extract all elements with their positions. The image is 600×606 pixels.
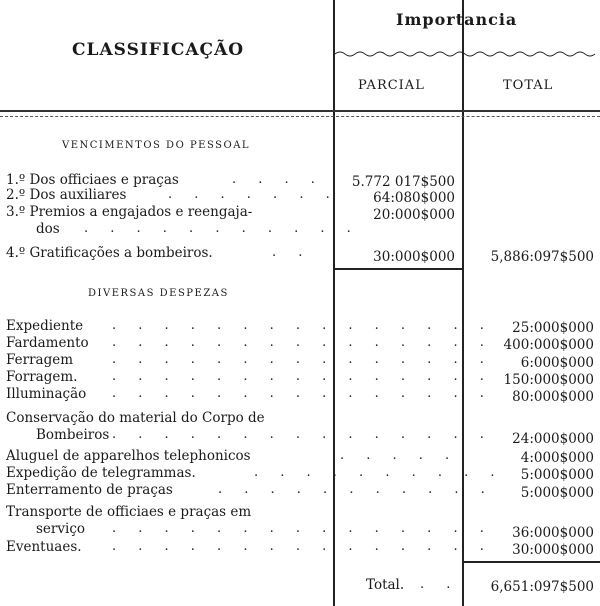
header-partial: PARCIAL	[358, 78, 425, 93]
leader-dots: . . . . . . .	[168, 187, 339, 202]
item-label: 1.º Dos officiaes e praças	[6, 172, 179, 188]
item-total: 5:000$000	[520, 467, 594, 483]
subtotal-rule	[333, 268, 462, 270]
section-title-despezas: DIVERSAS DESPEZAS	[88, 288, 229, 299]
leader-dots: . . . . . . . . . .	[254, 465, 504, 480]
item-total: 80:000$000	[512, 389, 594, 405]
item-label-continued: Bombeiros	[36, 427, 110, 443]
column-rule-left	[333, 0, 335, 606]
leader-dots: . . . . . . . . . . . . . . .	[112, 427, 493, 442]
leader-dots: . . . . . . . . . . . . . . .	[112, 521, 493, 536]
item-label: Conservação do material do Corpo de	[6, 410, 265, 426]
leader-dots: . . . . . . . . . . . . . . .	[112, 386, 493, 401]
leader-dots: . . . . . . . . . . .	[218, 482, 494, 497]
item-label: Enterramento de praças	[6, 482, 173, 498]
item-partial: 20:000$000	[373, 207, 455, 223]
item-label: Aluguel de apparelhos telephonicos	[6, 448, 251, 464]
leader-dots: . . . . . . . . . . . . . . .	[112, 335, 493, 350]
leader-dots: . . . . . . . . . . . . . . .	[112, 369, 493, 384]
leader-dots: . . . . . . . . . . . . . . .	[112, 352, 493, 367]
item-total: 5:000$000	[520, 485, 594, 501]
leader-dots: . .	[420, 577, 460, 592]
grand-total-rule	[462, 561, 600, 563]
total-label: Total.	[366, 577, 405, 593]
item-label: Illuminação	[6, 386, 87, 402]
grand-total: 6,651:097$500	[490, 579, 594, 595]
item-label: Expediente	[6, 318, 84, 334]
leader-dots: . . . . . . . . . . . . . . .	[112, 318, 493, 333]
item-total: 30:000$000	[512, 542, 594, 558]
item-label: Expedição de telegrammas.	[6, 465, 196, 481]
item-label: Forragem.	[6, 369, 78, 385]
item-total: 25:000$000	[512, 320, 594, 336]
item-partial: 5.772 017$500	[351, 174, 455, 190]
leader-dots: . .	[272, 245, 312, 260]
item-total: 36:000$000	[512, 525, 594, 541]
header-wavy-rule	[335, 50, 600, 58]
column-rule-right	[462, 0, 464, 606]
header-rule-bottom	[0, 116, 600, 117]
item-label: Eventuaes.	[6, 539, 82, 555]
section1-total: 5,886:097$500	[490, 249, 594, 265]
leader-dots: . . . .	[232, 172, 324, 187]
item-partial: 30:000$000	[373, 249, 455, 265]
item-label: 2.º Dos auxiliares	[6, 187, 127, 203]
item-label-continued: serviço	[36, 521, 86, 537]
header-rule-top	[0, 110, 600, 112]
section-title-vencimentos: VENCIMENTOS DO PESSOAL	[62, 140, 251, 151]
item-label: Fardamento	[6, 335, 89, 351]
header-total: TOTAL	[503, 78, 554, 93]
item-label: 4.º Gratificações a bombeiros.	[6, 245, 213, 261]
header-importance: Importancia	[396, 10, 518, 29]
leader-dots: . . . . . . . . . . .	[84, 221, 360, 236]
item-total: 150:000$000	[503, 372, 594, 388]
item-label: Ferragem	[6, 352, 74, 368]
item-total: 24:000$000	[512, 431, 594, 447]
item-label-continued: dos	[36, 221, 60, 237]
leader-dots: . . . . . . . . . . . . . . .	[112, 539, 493, 554]
item-label: 3.º Premios a engajados e reengaja-	[6, 204, 253, 220]
item-total: 6:000$000	[520, 355, 594, 371]
item-total: 400:000$000	[503, 337, 594, 353]
item-total: 4:000$000	[520, 450, 594, 466]
header-classification: CLASSIFICAÇÃO	[72, 40, 245, 60]
item-partial: 64:080$000	[373, 190, 455, 206]
leader-dots: . . . . .	[340, 448, 459, 463]
item-label: Transporte de officiaes e praças em	[6, 504, 252, 520]
